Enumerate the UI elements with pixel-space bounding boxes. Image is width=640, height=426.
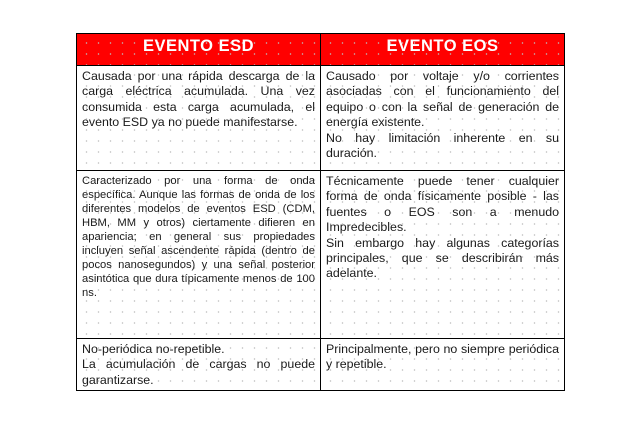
table-row <box>77 339 565 391</box>
cell-esd-waveform <box>77 171 321 339</box>
cell-text: Principalmente, pero no siempre periódica y repetible. <box>326 342 559 372</box>
header-eos: EVENTO EOS <box>321 34 565 66</box>
comparison-table <box>76 33 565 391</box>
cell-eos-waveform <box>321 171 565 339</box>
cell-text: La acumulación de cargas no puede garantizarse. <box>82 357 315 387</box>
cell-text: No hay limitación inherente en su duración. <box>326 130 559 161</box>
table-row <box>77 66 565 171</box>
cell-text: Caracterizado por una forma de onda específica. Aunque las formas de onda de los diferentes modelos de eventos ESD (CDM, HBM, MM y otros) ciertamente difieren en apariencia; en general sus propiedades incluyen señal ascendente rápida (dentro de pocos nanosegundos) y una señal posterior asintótica que dura típicamente menos de 100 ns. <box>82 175 315 299</box>
cell-eos-periodicity <box>321 339 565 391</box>
cell-text: Causado por voltaje y/o corrientes asociadas con el funcionamiento del equipo o con la señal de generación de energía existente. <box>326 69 559 130</box>
cell-text: Sin embargo hay algunas categorías principales, que se describirán más adelante. <box>326 235 559 281</box>
header-row <box>77 34 565 66</box>
cell-esd-cause <box>77 66 321 171</box>
table-row <box>77 171 565 339</box>
cell-text: Causada por una rápida descarga de la carga eléctrica acumulada. Una vez consumida esta carga acumulada, el evento ESD ya no puede manifestarse. <box>82 69 315 130</box>
cell-text: Técnicamente puede tener cualquier forma de onda físicamente posible - las fuentes o EOS son a menudo Impredecibles. <box>326 174 559 235</box>
cell-text: No-periódica no-repetible. <box>82 342 225 356</box>
header-esd: EVENTO ESD <box>77 34 321 66</box>
cell-eos-cause <box>321 66 565 171</box>
cell-esd-periodicity <box>77 339 321 391</box>
